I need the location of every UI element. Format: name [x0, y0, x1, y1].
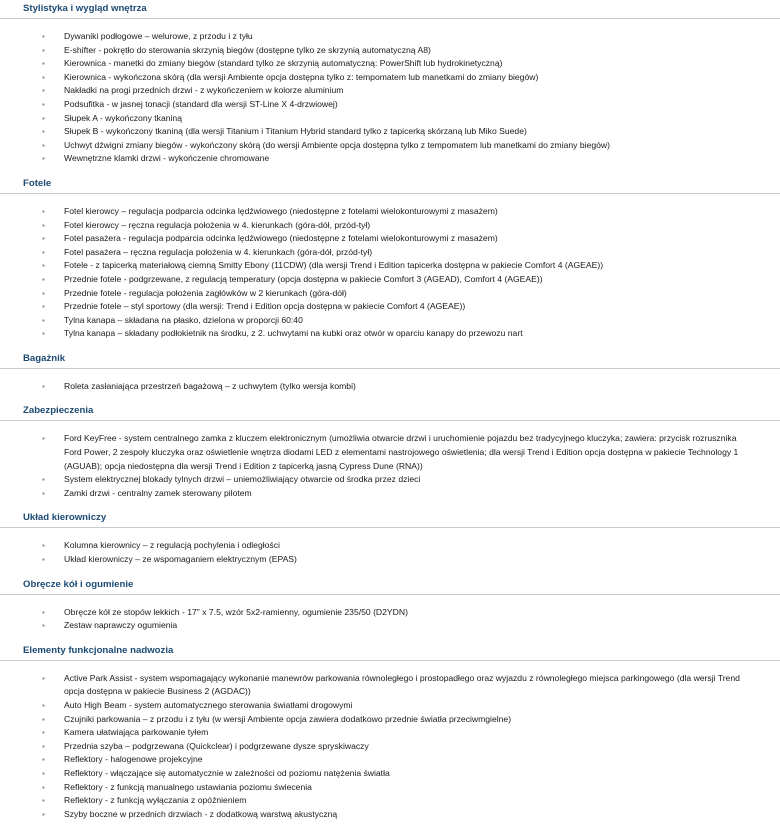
list-item	[0, 125, 780, 139]
list-item	[0, 44, 780, 58]
list-item	[0, 246, 780, 260]
bullet-icon: ▪	[42, 714, 45, 724]
bullet-icon: ▪	[42, 809, 45, 819]
list-item-text: Słupek A - wykończony tkaniną	[64, 112, 182, 123]
bullet-icon: ▪	[42, 113, 45, 123]
list-item	[0, 699, 780, 713]
list-item	[0, 219, 780, 233]
list-item-text: Reflektory - halogenowe projekcyjne	[64, 754, 203, 765]
list-item	[0, 539, 780, 553]
bullet-icon: ▪	[42, 261, 45, 271]
list-item-text: Tylna kanapa – składany podłokietnik na środku, z 2. uchwytami na kubki oraz otwór w oparciu kanapy do przewozu nart	[64, 328, 523, 339]
equipment-list	[0, 661, 780, 830]
list-item-text: Przednie fotele - regulacja położenia zagłówków w 2 kierunkach (góra-dół)	[64, 287, 347, 298]
equipment-list	[0, 421, 780, 509]
list-item-text: Kolumna kierownicy – z regulacją pochylenia i odległości	[64, 540, 280, 551]
list-item	[0, 794, 780, 808]
bullet-icon: ▪	[42, 127, 45, 137]
equipment-section	[0, 642, 780, 830]
list-item-text: Active Park Assist - system wspomagający wykonanie manewrów parkowania równoległego i prostopadłego oraz wyjazdu z równoległego miejsca parkingowego (dla wersji Trend opcja dostępna w pakiecie Business 2 (AGDAC))	[64, 672, 740, 697]
section-heading: Obręcze kół i ogumienie	[0, 576, 780, 595]
section-heading: Zabezpieczenia	[0, 402, 780, 421]
list-item-text: Dywaniki podłogowe – welurowe, z przodu i z tyłu	[64, 31, 253, 41]
list-item-text: Przednia szyba – podgrzewana (Quickclear) i podgrzewane dysze spryskiwaczy	[64, 740, 369, 751]
list-item	[0, 152, 780, 166]
list-item-text: Auto High Beam - system automatycznego sterowania światłami drogowymi	[64, 700, 353, 710]
section-heading: Bagażnik	[0, 350, 780, 369]
section-heading: Układ kierowniczy	[0, 509, 780, 528]
bullet-icon: ▪	[42, 86, 45, 96]
list-item-text: Obręcze kół ze stopów lekkich - 17" x 7.5, wzór 5x2-ramienny, ogumienie 235/50 (D2YDN)	[64, 606, 408, 617]
list-item-text: Podsufitka - w jasnej tonacji (standard dla wersji ST-Line X 4-drzwiowej)	[64, 98, 338, 109]
list-item-text: Fotel kierowcy – regulacja podparcia odcinka lędźwiowego (niedostępne z fotelami wielokonturowymi z masażem)	[64, 205, 498, 216]
list-item	[0, 314, 780, 328]
equipment-list	[0, 369, 780, 403]
bullet-icon: ▪	[42, 607, 45, 617]
bullet-icon: ▪	[42, 154, 45, 164]
list-item	[0, 473, 780, 487]
list-item	[0, 553, 780, 567]
equipment-list	[0, 194, 780, 350]
list-item	[0, 808, 780, 822]
bullet-icon: ▪	[42, 72, 45, 82]
bullet-icon: ▪	[42, 288, 45, 298]
bullet-icon: ▪	[42, 220, 45, 230]
list-item-text: Wewnętrzne klamki drzwi - wykończenie chromowane	[64, 153, 270, 164]
list-item-text: Fotele - z tapicerką materiałową ciemną Smitty Ebony (11CDW) (dla wersji Trend i Edition tapicerka dostępna w pakiecie Comfort 4 (AGEAE))	[64, 260, 604, 271]
equipment-section	[0, 576, 780, 642]
bullet-icon: ▪	[42, 782, 45, 792]
bullet-icon: ▪	[42, 247, 45, 257]
list-item-text: Przednie fotele - podgrzewane, z regulacją temperatury (opcja dostępna w pakiecie Comfort 3 (AGEAD), Comfort 4 (AGEAE))	[64, 273, 543, 284]
list-item	[0, 287, 780, 301]
bullet-icon: ▪	[42, 728, 45, 738]
equipment-section	[0, 509, 780, 575]
list-item	[0, 300, 780, 314]
section-heading: Elementy funkcjonalne nadwozia	[0, 642, 780, 661]
list-item-text: Fotel pasażera – ręczna regulacja położenia w 4. kierunkach (góra-dół, przód-tył)	[64, 246, 373, 257]
list-item	[0, 432, 780, 473]
list-item	[0, 767, 780, 781]
list-item-text: Kierownica - wykończona skórą (dla wersji Ambiente opcja dostępna tylko z: tempomatem lub manetkami do zmiany biegów)	[64, 71, 539, 82]
list-item-text: Kamera ułatwiająca parkowanie tyłem	[64, 727, 209, 738]
list-item-text: Reflektory - z funkcją wyłączania z opóźnieniem	[64, 795, 247, 806]
bullet-icon: ▪	[42, 99, 45, 109]
section-heading: Stylistyka i wygląd wnętrza	[0, 0, 780, 19]
list-item	[0, 71, 780, 85]
bullet-icon: ▪	[42, 274, 45, 284]
equipment-section	[0, 402, 780, 509]
list-item	[0, 327, 780, 341]
list-item-text: Słupek B - wykończony tkaniną (dla wersji Titanium i Titanium Hybrid standard tylko z tapicerką skórzaną lub Miko Suede)	[64, 126, 527, 137]
list-item-text: Uchwyt dźwigni zmiany biegów - wykończony skórą (do wersji Ambiente opcja dostępna tylko z tempomatem lub manetkami do zmiany biegów)	[64, 139, 610, 150]
bullet-icon: ▪	[42, 741, 45, 751]
list-item	[0, 380, 780, 394]
bullet-icon: ▪	[42, 140, 45, 150]
list-item	[0, 753, 780, 767]
list-item	[0, 619, 780, 633]
list-item-text: Szyby boczne w przednich drzwiach - z dodatkową warstwą akustyczną	[64, 808, 338, 819]
equipment-list	[0, 595, 780, 642]
bullet-icon: ▪	[42, 329, 45, 339]
bullet-icon: ▪	[42, 302, 45, 312]
list-item	[0, 112, 780, 126]
list-item-text: Fotel pasażera - regulacja podparcia odcinka lędźwiowego (niedostępne z fotelami wielokonturowymi z masażem)	[64, 233, 498, 244]
equipment-list	[0, 19, 780, 175]
list-item-text: Nakładki na progi przednich drzwi - z wykończeniem w kolorze aluminium	[64, 85, 344, 96]
equipment-section	[0, 175, 780, 350]
bullet-icon: ▪	[42, 621, 45, 631]
bullet-icon: ▪	[42, 475, 45, 485]
bullet-icon: ▪	[42, 555, 45, 565]
list-item	[0, 205, 780, 219]
list-item	[0, 713, 780, 727]
list-item-text: Zamki drzwi - centralny zamek sterowany pilotem	[64, 487, 252, 498]
bullet-icon: ▪	[42, 45, 45, 55]
equipment-list	[0, 528, 780, 575]
bullet-icon: ▪	[42, 234, 45, 244]
bullet-icon: ▪	[42, 59, 45, 69]
bullet-icon: ▪	[42, 381, 45, 391]
list-item-text: Zestaw naprawczy ogumienia	[64, 620, 178, 631]
list-item	[0, 57, 780, 71]
bullet-icon: ▪	[42, 768, 45, 778]
list-item	[0, 606, 780, 620]
list-item-text: Fotel kierowcy – ręczna regulacja położenia w 4. kierunkach (góra-dół, przód-tył)	[64, 219, 371, 230]
list-item-text: E-shifter - pokrętło do sterowania skrzynią biegów (dostępne tylko ze skrzynią automatyczną A8)	[64, 44, 431, 55]
list-item-text: Kierownica - manetki do zmiany biegów (standard tylko ze skrzynią automatyczną: PowerShift lub hydrokinetyczną)	[64, 58, 503, 69]
list-item	[0, 273, 780, 287]
bullet-icon: ▪	[42, 673, 45, 683]
bullet-icon: ▪	[42, 541, 45, 551]
list-item-text: Ford KeyFree - system centralnego zamka z kluczem elektronicznym (umożliwia otwarcie drzwi i uruchomienie pojazdu bez tradycyjnego kluczyka; zawiera: przycisk rozrusznika Ford Power, 2 zespoły kluczyka oraz oświetlenie wnętrza diodami LED z elementami nastrojowego oświetlenia; dla wersji Trend i Edition opcja dostępna w pakiecie Technology 1 (AGUAB); opcja niedostępna dla wersji Trend i Edition z tapicerką jasną Cypress Dune (RNA))	[64, 433, 739, 471]
list-item-text: Tylna kanapa – składana na płasko, dzielona w proporcji 60:40	[64, 314, 303, 325]
bullet-icon: ▪	[42, 206, 45, 216]
list-item	[0, 30, 780, 44]
bullet-icon: ▪	[42, 315, 45, 325]
list-item-text: Roleta zasłaniająca przestrzeń bagażową – z uchwytem (tylko wersja kombi)	[64, 380, 356, 391]
bullet-icon: ▪	[42, 755, 45, 765]
list-item-text: Reflektory - z funkcją manualnego ustawiania poziomu świecenia	[64, 781, 312, 792]
bullet-icon: ▪	[42, 434, 45, 444]
bullet-icon: ▪	[42, 488, 45, 498]
list-item-text: Czujniki parkowania – z przodu i z tyłu (w wersji Ambiente opcja zawiera dodatkowo przednie światła przeciwmgielne)	[64, 713, 512, 724]
list-item	[0, 740, 780, 754]
bullet-icon: ▪	[42, 701, 45, 710]
list-item	[0, 487, 780, 501]
list-item-text: Przednie fotele – styl sportowy (dla wersji: Trend i Edition opcja dostępna w pakiecie Comfort 4 (AGEAE))	[64, 301, 466, 312]
bullet-icon: ▪	[42, 796, 45, 806]
list-item	[0, 726, 780, 740]
equipment-section	[0, 350, 780, 403]
list-item	[0, 781, 780, 795]
list-item-text: Układ kierowniczy – ze wspomaganiem elektrycznym (EPAS)	[64, 554, 297, 565]
list-item	[0, 139, 780, 153]
list-item-text: Reflektory - włączające się automatycznie w zależności od poziomu natężenia światła	[64, 767, 390, 778]
bullet-icon: ▪	[42, 32, 45, 41]
list-item	[0, 98, 780, 112]
section-heading: Fotele	[0, 175, 780, 194]
list-item	[0, 672, 780, 699]
list-item	[0, 232, 780, 246]
equipment-section	[0, 0, 780, 175]
list-item	[0, 84, 780, 98]
list-item-text: System elektrycznej blokady tylnych drzwi – uniemożliwiający otwarcie od środka przez dzieci	[64, 474, 421, 485]
list-item	[0, 259, 780, 273]
